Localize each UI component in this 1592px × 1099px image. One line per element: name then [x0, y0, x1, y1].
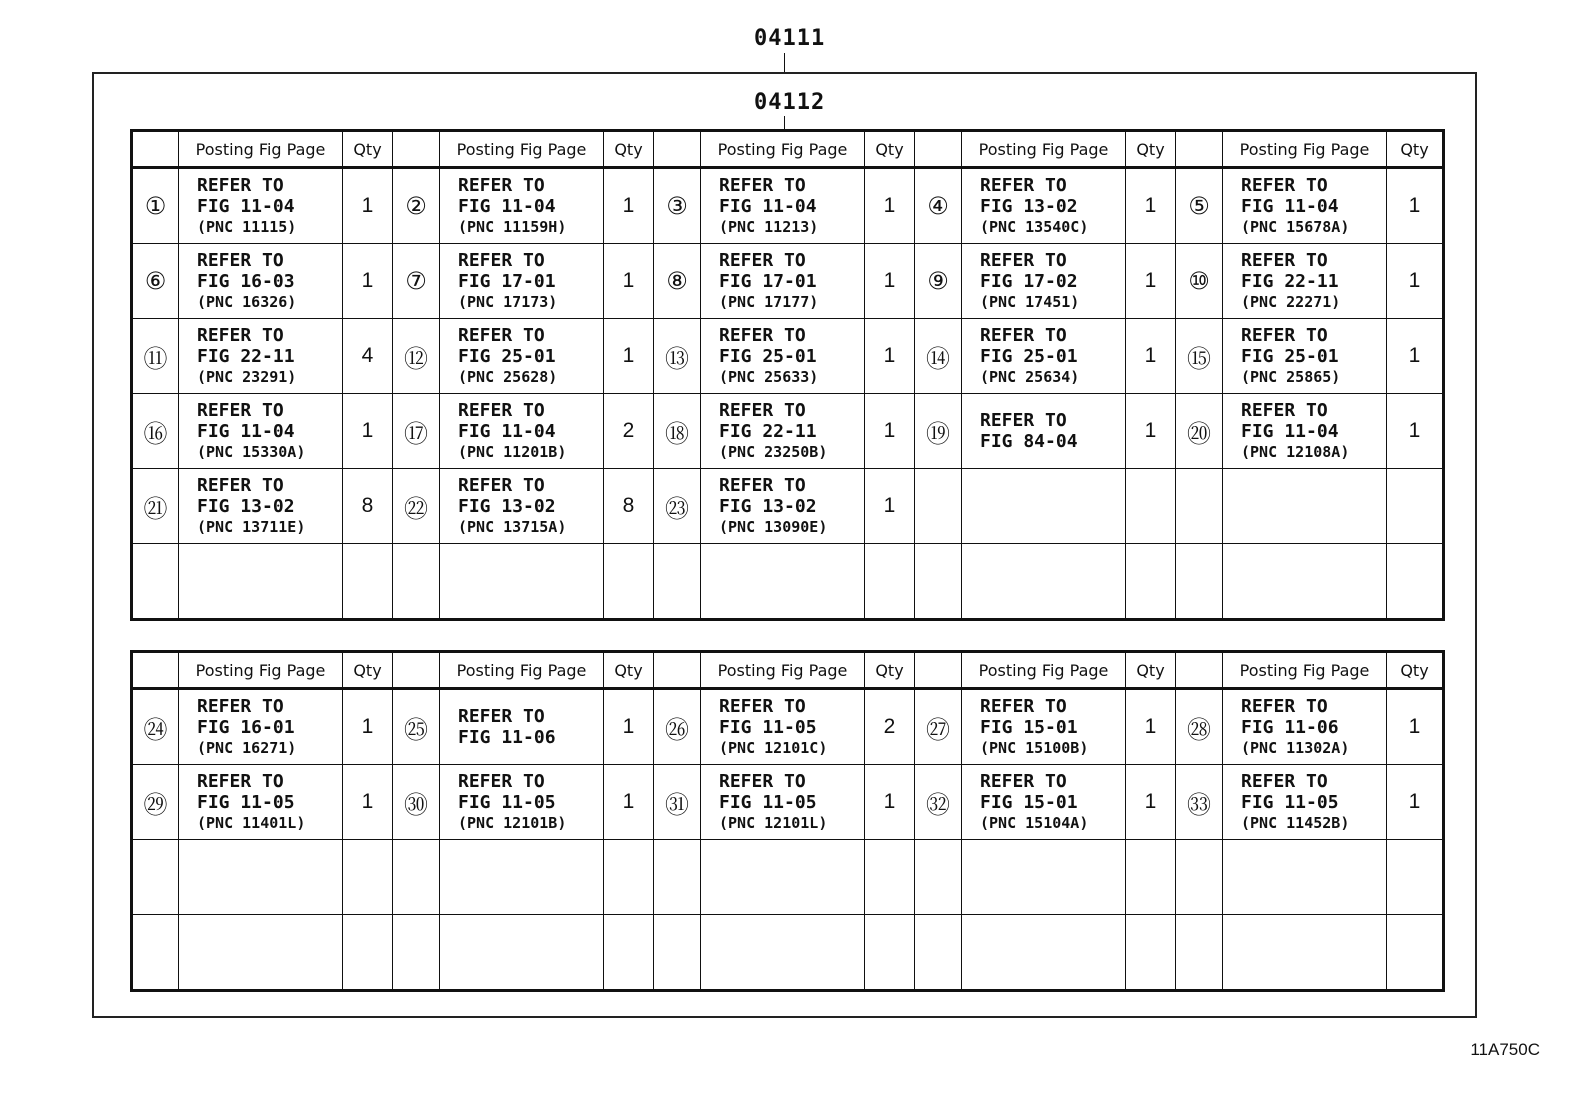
refer-to-text: REFER TO — [197, 175, 284, 196]
header-index-cell — [915, 131, 962, 168]
reference-cell — [701, 915, 865, 991]
reference-cell — [962, 394, 1126, 469]
pnc-reference: (PNC 25634) — [980, 368, 1080, 386]
item-number: ㉘ — [1176, 689, 1223, 765]
figure-code: 11A750C — [1470, 1040, 1540, 1059]
fig-reference: FIG 25-01 — [980, 346, 1078, 367]
reference-cell — [179, 394, 343, 469]
pnc-reference: (PNC 25633) — [719, 368, 819, 386]
item-number — [1176, 840, 1223, 915]
header-index-cell — [654, 652, 701, 689]
reference-cell — [440, 244, 604, 319]
reference-cell — [701, 840, 865, 915]
quantity-cell — [604, 915, 654, 991]
item-number — [132, 915, 179, 991]
quantity-cell: 2 — [865, 689, 915, 765]
reference-cell — [179, 915, 343, 991]
refer-to-text: REFER TO — [458, 706, 545, 727]
fig-reference: FIG 11-05 — [719, 792, 817, 813]
reference-cell — [179, 319, 343, 394]
quantity-cell: 8 — [604, 469, 654, 544]
refer-to-text: REFER TO — [719, 325, 806, 346]
refer-to-text: REFER TO — [1241, 400, 1328, 421]
item-number: ⑳ — [1176, 394, 1223, 469]
reference-cell — [1223, 544, 1387, 620]
pnc-reference: (PNC 11302A) — [1241, 739, 1350, 757]
item-number: ㉚ — [393, 765, 440, 840]
fig-reference: FIG 11-04 — [197, 196, 295, 217]
item-number — [654, 840, 701, 915]
fig-reference: FIG 11-04 — [1241, 421, 1339, 442]
reference-cell — [440, 319, 604, 394]
reference-cell — [1223, 689, 1387, 765]
header-qty: Qty — [343, 131, 393, 168]
refer-to-text: REFER TO — [458, 250, 545, 271]
table-header-row — [132, 131, 1444, 168]
item-number — [1176, 469, 1223, 544]
fig-reference: FIG 17-01 — [458, 271, 556, 292]
header-posting-fig-page: Posting Fig Page — [440, 131, 604, 168]
fig-reference: FIG 11-05 — [197, 792, 295, 813]
fig-reference: FIG 11-04 — [197, 421, 295, 442]
item-number — [132, 544, 179, 620]
quantity-cell: 1 — [343, 689, 393, 765]
quantity-cell: 1 — [865, 394, 915, 469]
fig-reference: FIG 15-01 — [980, 717, 1078, 738]
item-number — [393, 915, 440, 991]
reference-cell — [962, 319, 1126, 394]
fig-reference: FIG 16-01 — [197, 717, 295, 738]
reference-cell — [440, 689, 604, 765]
reference-cell — [1223, 765, 1387, 840]
header-qty: Qty — [865, 131, 915, 168]
table-row — [132, 689, 1444, 765]
pnc-reference: (PNC 11401L) — [197, 814, 306, 832]
quantity-cell — [1126, 469, 1176, 544]
quantity-cell: 1 — [1126, 319, 1176, 394]
item-number — [1176, 915, 1223, 991]
fig-reference: FIG 17-02 — [980, 271, 1078, 292]
item-number: ㉒ — [393, 469, 440, 544]
fig-reference: FIG 11-04 — [458, 196, 556, 217]
reference-cell — [962, 544, 1126, 620]
quantity-cell: 1 — [1387, 244, 1444, 319]
table-row — [132, 765, 1444, 840]
quantity-cell: 4 — [343, 319, 393, 394]
quantity-cell — [1387, 840, 1444, 915]
quantity-cell: 1 — [865, 244, 915, 319]
fig-reference: FIG 11-05 — [1241, 792, 1339, 813]
header-posting-fig-page: Posting Fig Page — [179, 652, 343, 689]
assembly-leader-line-inner — [784, 116, 785, 130]
refer-to-text: REFER TO — [197, 696, 284, 717]
quantity-cell — [865, 915, 915, 991]
reference-cell — [440, 840, 604, 915]
fig-reference: FIG 22-11 — [1241, 271, 1339, 292]
item-number: ① — [132, 168, 179, 244]
pnc-reference: (PNC 15100B) — [980, 739, 1089, 757]
reference-cell — [701, 469, 865, 544]
item-number: ② — [393, 168, 440, 244]
quantity-cell — [1126, 915, 1176, 991]
refer-to-text: REFER TO — [458, 175, 545, 196]
item-number: ⑪ — [132, 319, 179, 394]
reference-cell — [701, 244, 865, 319]
reference-cell — [440, 469, 604, 544]
pnc-reference: (PNC 12101C) — [719, 739, 828, 757]
item-number — [915, 544, 962, 620]
fig-reference: FIG 22-11 — [719, 421, 817, 442]
item-number — [654, 915, 701, 991]
pnc-reference: (PNC 23250B) — [719, 443, 828, 461]
quantity-cell: 1 — [343, 394, 393, 469]
reference-cell — [179, 244, 343, 319]
header-qty: Qty — [1387, 131, 1444, 168]
fig-reference: FIG 84-04 — [980, 431, 1078, 452]
item-number: ㉓ — [654, 469, 701, 544]
item-number: ③ — [654, 168, 701, 244]
quantity-cell — [1387, 915, 1444, 991]
pnc-reference: (PNC 17451) — [980, 293, 1080, 311]
pnc-reference: (PNC 17177) — [719, 293, 819, 311]
pnc-reference: (PNC 12108A) — [1241, 443, 1350, 461]
reference-cell — [962, 168, 1126, 244]
table-row — [132, 168, 1444, 244]
header-index-cell — [393, 652, 440, 689]
refer-to-text: REFER TO — [980, 250, 1067, 271]
refer-to-text: REFER TO — [980, 696, 1067, 717]
pnc-reference: (PNC 11213) — [719, 218, 819, 236]
reference-cell — [179, 840, 343, 915]
fig-reference: FIG 11-05 — [458, 792, 556, 813]
reference-cell — [701, 765, 865, 840]
fig-reference: FIG 16-03 — [197, 271, 295, 292]
refer-to-text: REFER TO — [719, 175, 806, 196]
reference-cell — [1223, 168, 1387, 244]
refer-to-text: REFER TO — [197, 250, 284, 271]
table-row — [132, 469, 1444, 544]
header-qty: Qty — [1126, 131, 1176, 168]
quantity-cell: 1 — [1387, 319, 1444, 394]
table-row — [132, 840, 1444, 915]
item-number — [654, 544, 701, 620]
table-row — [132, 319, 1444, 394]
fig-reference: FIG 11-04 — [719, 196, 817, 217]
fig-reference: FIG 15-01 — [980, 792, 1078, 813]
table-row — [132, 915, 1444, 991]
refer-to-text: REFER TO — [1241, 325, 1328, 346]
quantity-cell — [1126, 840, 1176, 915]
reference-cell — [1223, 469, 1387, 544]
pnc-reference: (PNC 12101L) — [719, 814, 828, 832]
quantity-cell: 1 — [1387, 765, 1444, 840]
item-number: ⑯ — [132, 394, 179, 469]
reference-cell — [440, 544, 604, 620]
reference-cell — [962, 915, 1126, 991]
header-posting-fig-page: Posting Fig Page — [701, 652, 865, 689]
pnc-reference: (PNC 13540C) — [980, 218, 1089, 236]
item-number — [915, 469, 962, 544]
item-number: ⑲ — [915, 394, 962, 469]
header-posting-fig-page: Posting Fig Page — [1223, 131, 1387, 168]
quantity-cell: 1 — [343, 765, 393, 840]
item-number: ⑧ — [654, 244, 701, 319]
refer-to-text: REFER TO — [1241, 771, 1328, 792]
item-number: ㉝ — [1176, 765, 1223, 840]
assembly-leader-line-top — [784, 53, 785, 72]
quantity-cell: 1 — [865, 319, 915, 394]
reference-cell — [701, 319, 865, 394]
header-posting-fig-page: Posting Fig Page — [1223, 652, 1387, 689]
item-number: ㉙ — [132, 765, 179, 840]
refer-to-text: REFER TO — [197, 771, 284, 792]
item-number: ㉛ — [654, 765, 701, 840]
quantity-cell — [1126, 544, 1176, 620]
reference-cell — [962, 469, 1126, 544]
item-number: ⑮ — [1176, 319, 1223, 394]
header-qty: Qty — [343, 652, 393, 689]
header-posting-fig-page: Posting Fig Page — [440, 652, 604, 689]
quantity-cell: 1 — [604, 689, 654, 765]
reference-cell — [1223, 840, 1387, 915]
header-qty: Qty — [1126, 652, 1176, 689]
fig-reference: FIG 11-06 — [458, 727, 556, 748]
fig-reference: FIG 25-01 — [458, 346, 556, 367]
table-row — [132, 544, 1444, 620]
refer-to-text: REFER TO — [719, 475, 806, 496]
refer-to-text: REFER TO — [458, 400, 545, 421]
pnc-reference: (PNC 15104A) — [980, 814, 1089, 832]
item-number — [1176, 544, 1223, 620]
pnc-reference: (PNC 13715A) — [458, 518, 567, 536]
quantity-cell — [343, 544, 393, 620]
header-qty: Qty — [604, 131, 654, 168]
item-number: ⑭ — [915, 319, 962, 394]
quantity-cell: 1 — [1387, 168, 1444, 244]
quantity-cell: 1 — [1387, 689, 1444, 765]
table-row — [132, 394, 1444, 469]
reference-cell — [1223, 915, 1387, 991]
refer-to-text: REFER TO — [719, 771, 806, 792]
fig-reference: FIG 22-11 — [197, 346, 295, 367]
item-number: ㉔ — [132, 689, 179, 765]
quantity-cell: 1 — [1387, 394, 1444, 469]
header-posting-fig-page: Posting Fig Page — [701, 131, 865, 168]
header-index-cell — [654, 131, 701, 168]
quantity-cell — [343, 840, 393, 915]
reference-cell — [1223, 319, 1387, 394]
header-index-cell — [915, 652, 962, 689]
refer-to-text: REFER TO — [980, 771, 1067, 792]
item-number: ⑩ — [1176, 244, 1223, 319]
reference-cell — [179, 544, 343, 620]
header-qty: Qty — [1387, 652, 1444, 689]
item-number: ⑥ — [132, 244, 179, 319]
assembly-label-04112: 04112 — [754, 90, 826, 115]
header-index-cell — [132, 652, 179, 689]
reference-cell — [701, 689, 865, 765]
reference-cell — [701, 544, 865, 620]
reference-cell — [1223, 244, 1387, 319]
fig-reference: FIG 17-01 — [719, 271, 817, 292]
fig-reference: FIG 25-01 — [719, 346, 817, 367]
quantity-cell: 2 — [604, 394, 654, 469]
quantity-cell — [604, 544, 654, 620]
pnc-reference: (PNC 13090E) — [719, 518, 828, 536]
item-number: ㉕ — [393, 689, 440, 765]
item-number: ⑫ — [393, 319, 440, 394]
header-index-cell — [393, 131, 440, 168]
pnc-reference: (PNC 11115) — [197, 218, 297, 236]
item-number — [393, 544, 440, 620]
refer-to-text: REFER TO — [1241, 696, 1328, 717]
reference-cell — [440, 915, 604, 991]
refer-to-text: REFER TO — [980, 410, 1067, 431]
fig-reference: FIG 25-01 — [1241, 346, 1339, 367]
quantity-cell: 1 — [1126, 394, 1176, 469]
refer-to-text: REFER TO — [197, 475, 284, 496]
reference-cell — [179, 168, 343, 244]
refer-to-text: REFER TO — [719, 400, 806, 421]
item-number: ⑤ — [1176, 168, 1223, 244]
refer-to-text: REFER TO — [1241, 250, 1328, 271]
item-number: ⑦ — [393, 244, 440, 319]
item-number: ㉑ — [132, 469, 179, 544]
refer-to-text: REFER TO — [1241, 175, 1328, 196]
fig-reference: FIG 11-04 — [1241, 196, 1339, 217]
refer-to-text: REFER TO — [458, 475, 545, 496]
quantity-cell: 1 — [604, 244, 654, 319]
item-number — [393, 840, 440, 915]
pnc-reference: (PNC 16326) — [197, 293, 297, 311]
refer-to-text: REFER TO — [197, 400, 284, 421]
header-index-cell — [1176, 131, 1223, 168]
pnc-reference: (PNC 25628) — [458, 368, 558, 386]
table-header-row — [132, 652, 1444, 689]
fig-reference: FIG 11-06 — [1241, 717, 1339, 738]
pnc-reference: (PNC 23291) — [197, 368, 297, 386]
pnc-reference: (PNC 12101B) — [458, 814, 567, 832]
reference-cell — [962, 765, 1126, 840]
item-number — [132, 840, 179, 915]
quantity-cell: 8 — [343, 469, 393, 544]
pnc-reference: (PNC 17173) — [458, 293, 558, 311]
reference-cell — [440, 765, 604, 840]
reference-cell — [701, 394, 865, 469]
item-number: ㉖ — [654, 689, 701, 765]
quantity-cell: 1 — [604, 319, 654, 394]
fig-reference: FIG 13-02 — [980, 196, 1078, 217]
refer-to-text: REFER TO — [980, 175, 1067, 196]
fig-reference: FIG 11-05 — [719, 717, 817, 738]
refer-to-text: REFER TO — [719, 696, 806, 717]
quantity-cell: 1 — [343, 244, 393, 319]
pnc-reference: (PNC 22271) — [1241, 293, 1341, 311]
item-number: ⑨ — [915, 244, 962, 319]
reference-cell — [440, 168, 604, 244]
item-number — [915, 915, 962, 991]
pnc-reference: (PNC 25865) — [1241, 368, 1341, 386]
table-row — [132, 244, 1444, 319]
quantity-cell — [865, 840, 915, 915]
assembly-label-04111: 04111 — [754, 26, 826, 51]
item-number: ㉗ — [915, 689, 962, 765]
pnc-reference: (PNC 16271) — [197, 739, 297, 757]
quantity-cell: 1 — [343, 168, 393, 244]
item-number — [915, 840, 962, 915]
reference-cell — [179, 469, 343, 544]
refer-to-text: REFER TO — [719, 250, 806, 271]
pnc-reference: (PNC 15678A) — [1241, 218, 1350, 236]
quantity-cell: 1 — [604, 168, 654, 244]
refer-to-text: REFER TO — [458, 771, 545, 792]
header-posting-fig-page: Posting Fig Page — [962, 131, 1126, 168]
header-index-cell — [1176, 652, 1223, 689]
parts-table-lower — [130, 650, 1445, 992]
pnc-reference: (PNC 11159H) — [458, 218, 567, 236]
item-number: ⑰ — [393, 394, 440, 469]
header-qty: Qty — [865, 652, 915, 689]
fig-reference: FIG 13-02 — [458, 496, 556, 517]
quantity-cell — [604, 840, 654, 915]
header-qty: Qty — [604, 652, 654, 689]
pnc-reference: (PNC 15330A) — [197, 443, 306, 461]
quantity-cell: 1 — [865, 168, 915, 244]
refer-to-text: REFER TO — [980, 325, 1067, 346]
reference-cell — [1223, 394, 1387, 469]
reference-cell — [962, 840, 1126, 915]
quantity-cell: 1 — [865, 469, 915, 544]
reference-cell — [962, 689, 1126, 765]
refer-to-text: REFER TO — [197, 325, 284, 346]
fig-reference: FIG 13-02 — [719, 496, 817, 517]
quantity-cell — [1387, 544, 1444, 620]
fig-reference: FIG 13-02 — [197, 496, 295, 517]
reference-cell — [962, 244, 1126, 319]
pnc-reference: (PNC 11201B) — [458, 443, 567, 461]
quantity-cell: 1 — [1126, 689, 1176, 765]
fig-reference: FIG 11-04 — [458, 421, 556, 442]
refer-to-text: REFER TO — [458, 325, 545, 346]
reference-cell — [179, 689, 343, 765]
parts-table-upper — [130, 129, 1445, 621]
header-index-cell — [132, 131, 179, 168]
item-number: ⑬ — [654, 319, 701, 394]
quantity-cell: 1 — [1126, 765, 1176, 840]
quantity-cell — [865, 544, 915, 620]
pnc-reference: (PNC 13711E) — [197, 518, 306, 536]
quantity-cell: 1 — [1126, 168, 1176, 244]
quantity-cell — [1387, 469, 1444, 544]
pnc-reference: (PNC 11452B) — [1241, 814, 1350, 832]
quantity-cell: 1 — [1126, 244, 1176, 319]
header-posting-fig-page: Posting Fig Page — [179, 131, 343, 168]
item-number: ④ — [915, 168, 962, 244]
reference-cell — [440, 394, 604, 469]
reference-cell — [179, 765, 343, 840]
item-number: ⑱ — [654, 394, 701, 469]
header-posting-fig-page: Posting Fig Page — [962, 652, 1126, 689]
item-number: ㉜ — [915, 765, 962, 840]
quantity-cell — [343, 915, 393, 991]
quantity-cell: 1 — [604, 765, 654, 840]
quantity-cell: 1 — [865, 765, 915, 840]
reference-cell — [701, 168, 865, 244]
